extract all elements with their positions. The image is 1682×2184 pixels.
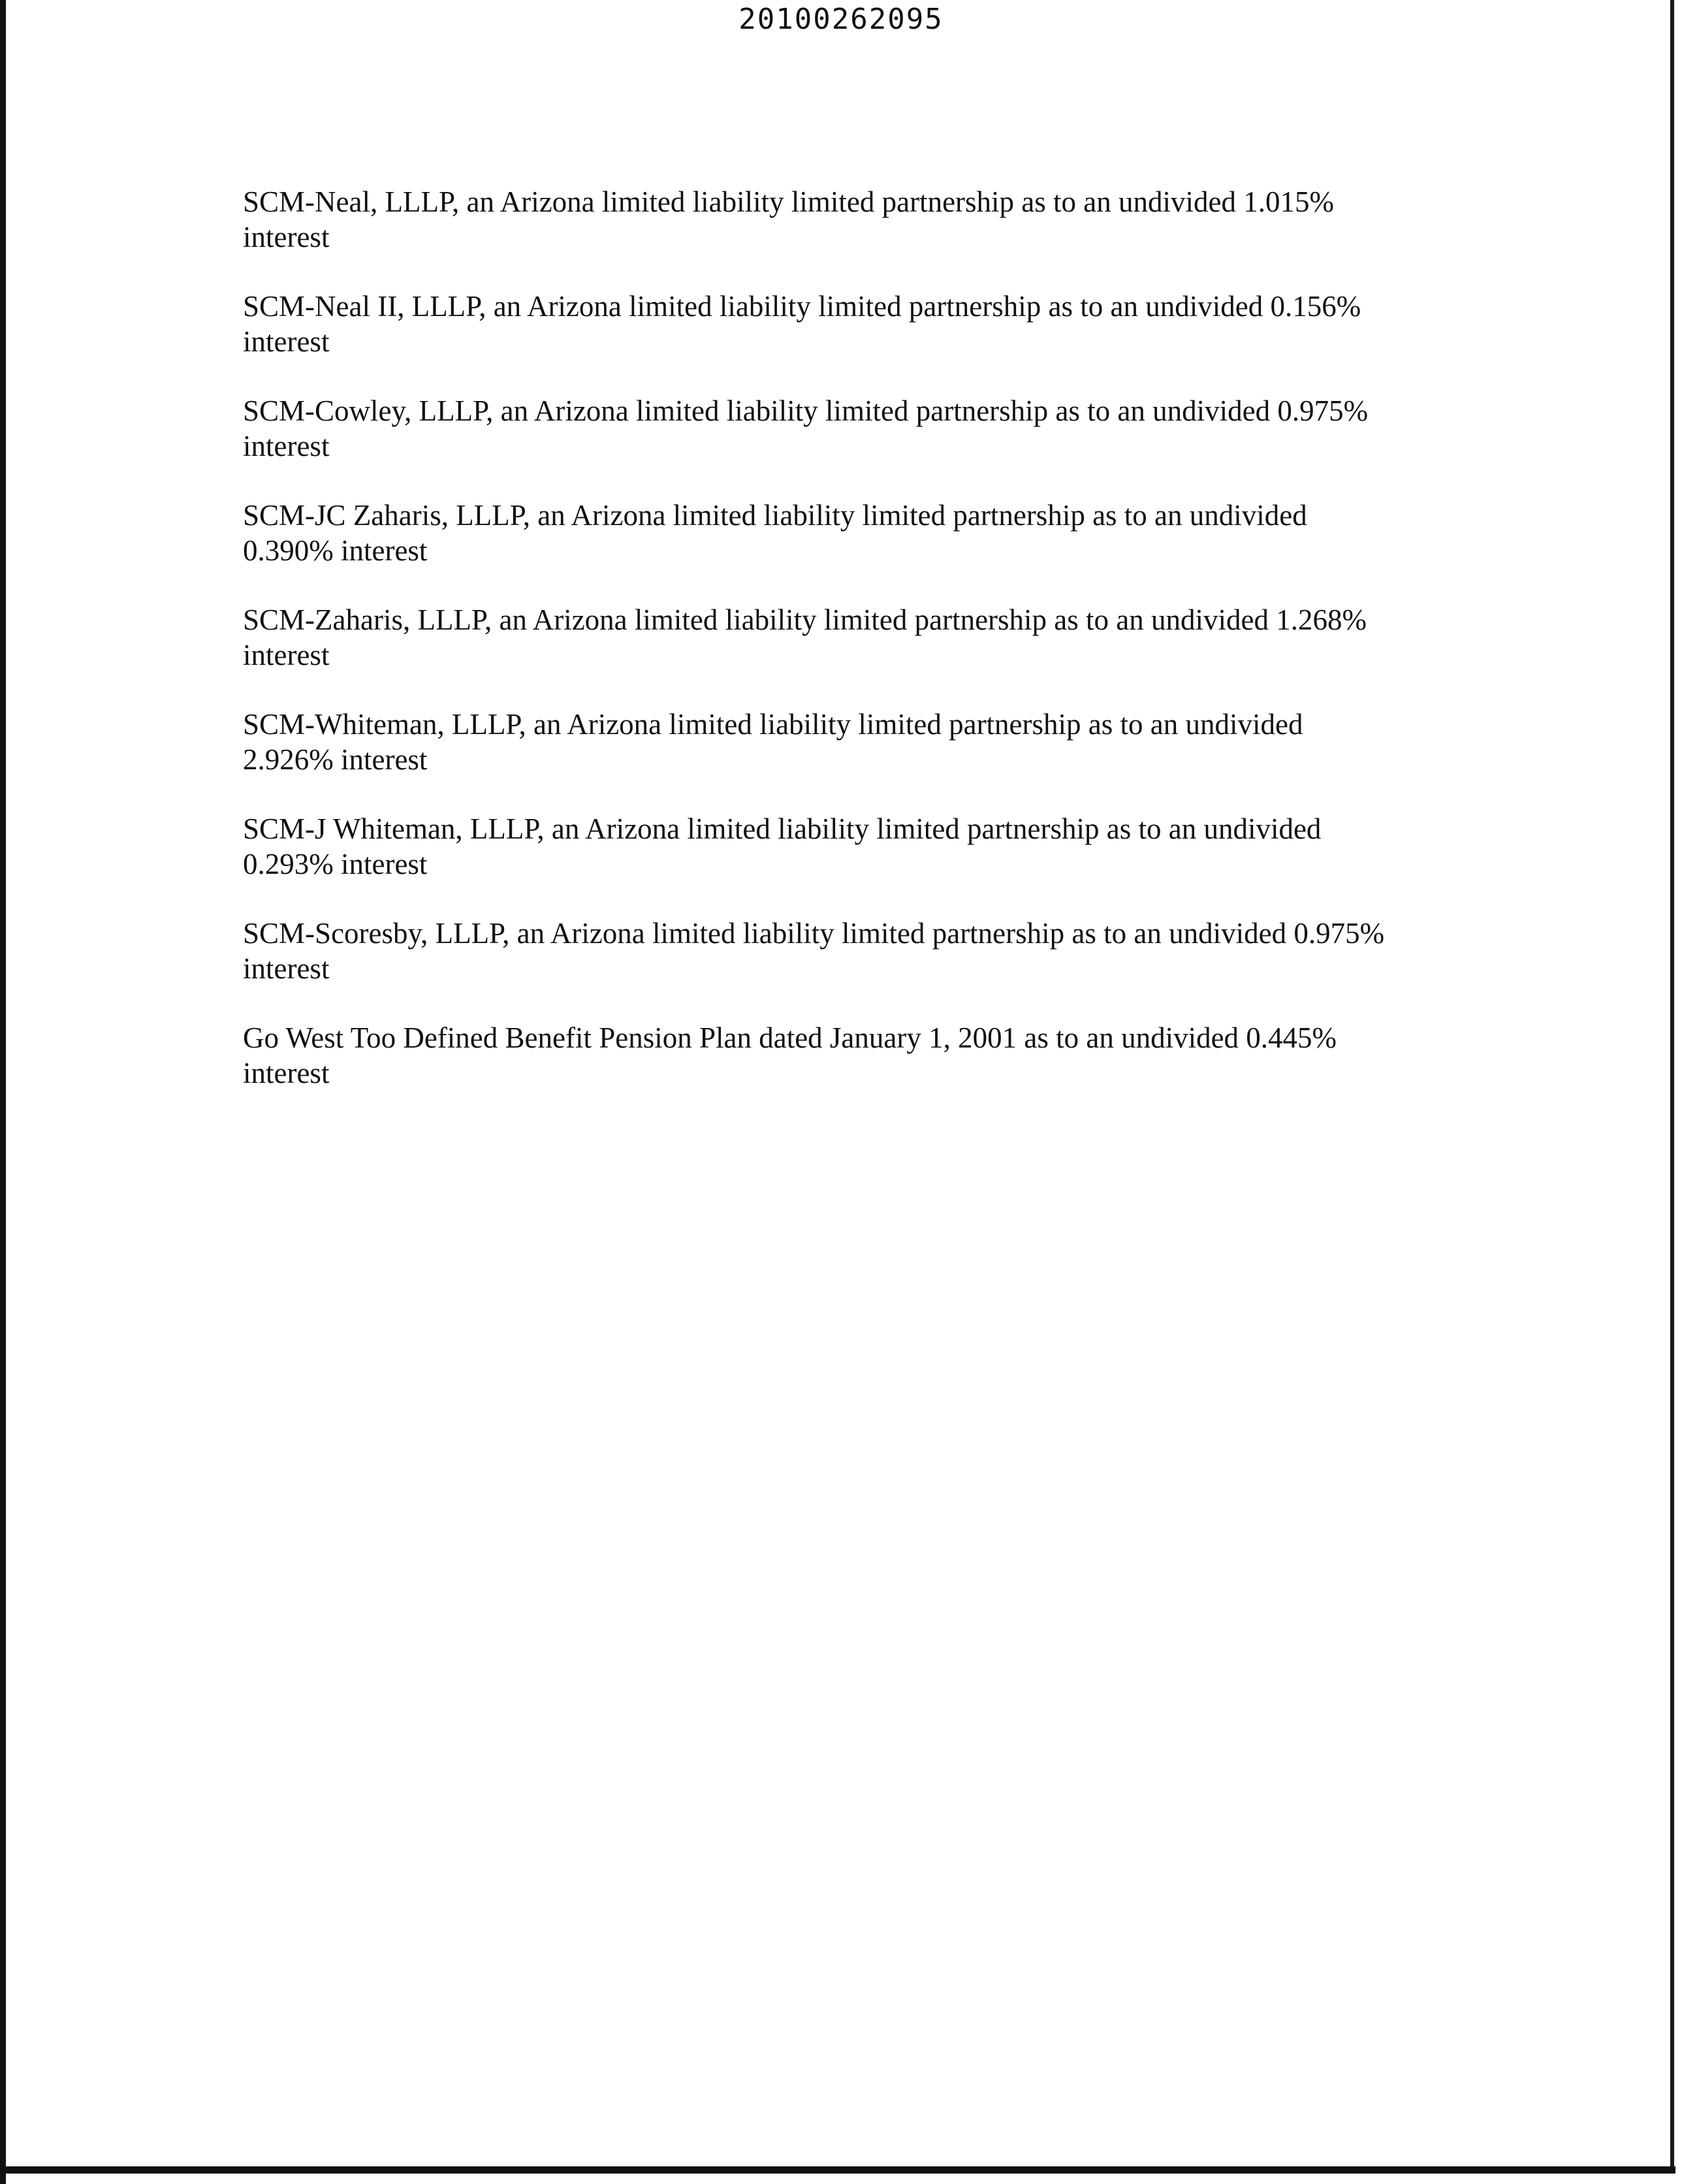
ownership-entry: Go West Too Defined Benefit Pension Plan dated January 1, 2001 as to an undivided 0.445% interest [243, 1021, 1337, 1089]
ownership-entries [243, 184, 1484, 1125]
scan-edge-left [0, 0, 6, 2184]
ownership-entry: SCM-Zaharis, LLLP, an Arizona limited liability limited partnership as to an undivided 1.268% interest [243, 603, 1367, 671]
ownership-entry: SCM-JC Zaharis, LLLP, an Arizona limited liability limited partnership as to an undivided 0.390% interest [243, 499, 1307, 567]
ownership-entry: SCM-Cowley, LLLP, an Arizona limited liability limited partnership as to an undivided 0.975% interest [243, 394, 1369, 462]
scan-edge-bottom [0, 2166, 1675, 2174]
ownership-entry: SCM-Neal, LLLP, an Arizona limited liability limited partnership as to an undivided 1.015% interest [243, 185, 1334, 253]
ownership-entry: SCM-J Whiteman, LLLP, an Arizona limited liability limited partnership as to an undivided 0.293% interest [243, 812, 1322, 880]
ownership-entry: SCM-Scoresby, LLLP, an Arizona limited liability limited partnership as to an undivided 0.975% interest [243, 917, 1385, 985]
document-number: 20100262095 [738, 3, 944, 36]
scan-edge-right [1670, 0, 1674, 2168]
ownership-entry: SCM-Whiteman, LLLP, an Arizona limited liability limited partnership as to an undivided 2.926% interest [243, 708, 1303, 776]
ownership-entry: SCM-Neal II, LLLP, an Arizona limited liability limited partnership as to an undivided 0.156% interest [243, 290, 1361, 358]
